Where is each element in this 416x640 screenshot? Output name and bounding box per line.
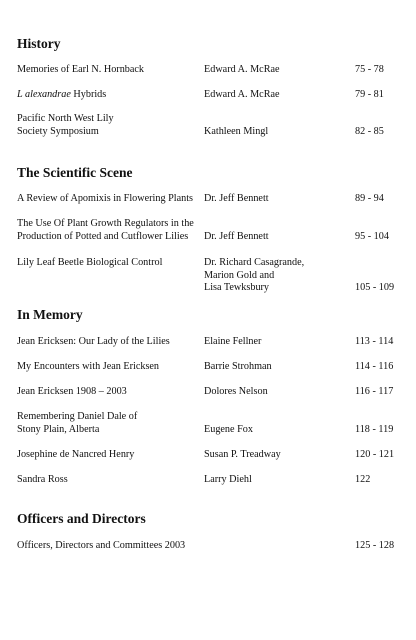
entry-pages: 95 - 104	[355, 230, 389, 242]
section-heading-officers-directors: Officers and Directors	[17, 511, 146, 526]
entry-author	[204, 193, 344, 206]
entry-pages: 125 - 128	[355, 540, 395, 551]
entry-author	[204, 386, 344, 399]
entry-title	[17, 336, 217, 349]
entry-author	[204, 449, 344, 462]
entry-pages: 82 - 85	[355, 125, 384, 137]
entry-author	[204, 231, 344, 244]
entry-title	[17, 540, 277, 553]
entry-title-line: Society Symposium	[17, 125, 99, 137]
entry-title-line: Jean Ericksen 1908 – 2003	[17, 386, 127, 397]
entry-title	[17, 113, 217, 138]
entry-author	[204, 89, 344, 102]
entry-title-line: The Use Of Plant Growth Regulators in the	[17, 218, 194, 229]
entry-author	[204, 361, 344, 374]
entry-author	[204, 336, 344, 349]
entry-title	[17, 411, 217, 436]
entry-pages: 89 - 94	[355, 193, 384, 204]
entry-title-line: Hybrids	[70, 89, 107, 100]
entry-pages: 118 - 119	[355, 423, 394, 435]
entry-pages: 116 - 117	[355, 386, 394, 397]
entry-title-line: My Encounters with Jean Ericksen	[17, 361, 160, 372]
entry-author-line: Dolores Nelson	[204, 386, 268, 397]
entry-author	[204, 126, 344, 139]
entry-title-line: Remembering Daniel Dale of	[17, 411, 138, 422]
entry-author	[204, 474, 344, 487]
entry-title-line: Memories of Earl N. Hornback	[17, 64, 145, 75]
section-heading-in-memory: In Memory	[17, 307, 83, 322]
entry-title	[17, 257, 217, 270]
entry-author-line: Larry Diehl	[204, 474, 252, 485]
entry-title-line: Josephine de Nancred Henry	[17, 449, 135, 460]
entry-title-line: Officers, Directors and Committees 2003	[17, 540, 186, 551]
entry-author-line: Dr. Richard Casagrande,	[204, 257, 305, 268]
entry-title	[17, 193, 217, 206]
entry-author	[204, 257, 344, 295]
entry-title-line: A Review of Apomixis in Flowering Plants	[17, 193, 194, 204]
section-heading-history: History	[17, 36, 61, 51]
entry-pages: 79 - 81	[355, 89, 384, 100]
entry-author-line: Susan P. Treadway	[204, 449, 281, 460]
entry-author	[204, 424, 344, 437]
entry-title-italic: L alexandrae	[17, 89, 71, 100]
entry-pages: 122	[355, 474, 371, 485]
entry-title	[17, 64, 217, 77]
entry-author-line: Elaine Fellner	[204, 336, 262, 347]
entry-pages: 114 - 116	[355, 361, 394, 372]
entry-author-line: Edward A. McRae	[204, 64, 280, 75]
entry-title	[17, 449, 217, 462]
entry-title	[17, 89, 217, 102]
entry-author-line: Marion Gold and	[204, 269, 275, 281]
entry-author-line: Eugene Fox	[204, 423, 253, 435]
entry-title-line: Lily Leaf Beetle Biological Control	[17, 257, 163, 268]
entry-title	[17, 386, 217, 399]
entry-title-line: Sandra Ross	[17, 474, 68, 485]
entry-title-line: Jean Ericksen: Our Lady of the Lilies	[17, 336, 170, 347]
entry-pages: 105 - 109	[355, 282, 395, 293]
entry-author-line: Dr. Jeff Bennett	[204, 193, 269, 204]
entry-author	[204, 64, 344, 77]
entry-author-line: Dr. Jeff Bennett	[204, 230, 269, 242]
entry-title-line: Production of Potted and Cutflower Lilies	[17, 230, 189, 242]
entry-pages: 75 - 78	[355, 64, 384, 75]
entry-author-line: Lisa Tewksbury	[204, 282, 270, 293]
entry-pages: 120 - 121	[355, 449, 395, 460]
entry-title	[17, 218, 217, 243]
entry-title-line: Stony Plain, Alberta	[17, 423, 100, 435]
entry-title-line: Pacific North West Lily	[17, 113, 114, 124]
entry-pages: 113 - 114	[355, 336, 394, 347]
section-heading-scientific-scene: The Scientific Scene	[17, 165, 133, 180]
entry-author-line: Barrie Strohman	[204, 361, 272, 372]
entry-title	[17, 361, 217, 374]
entry-author-line: Kathleen Mingl	[204, 125, 269, 137]
entry-title	[17, 474, 217, 487]
entry-author-line: Edward A. McRae	[204, 89, 280, 100]
